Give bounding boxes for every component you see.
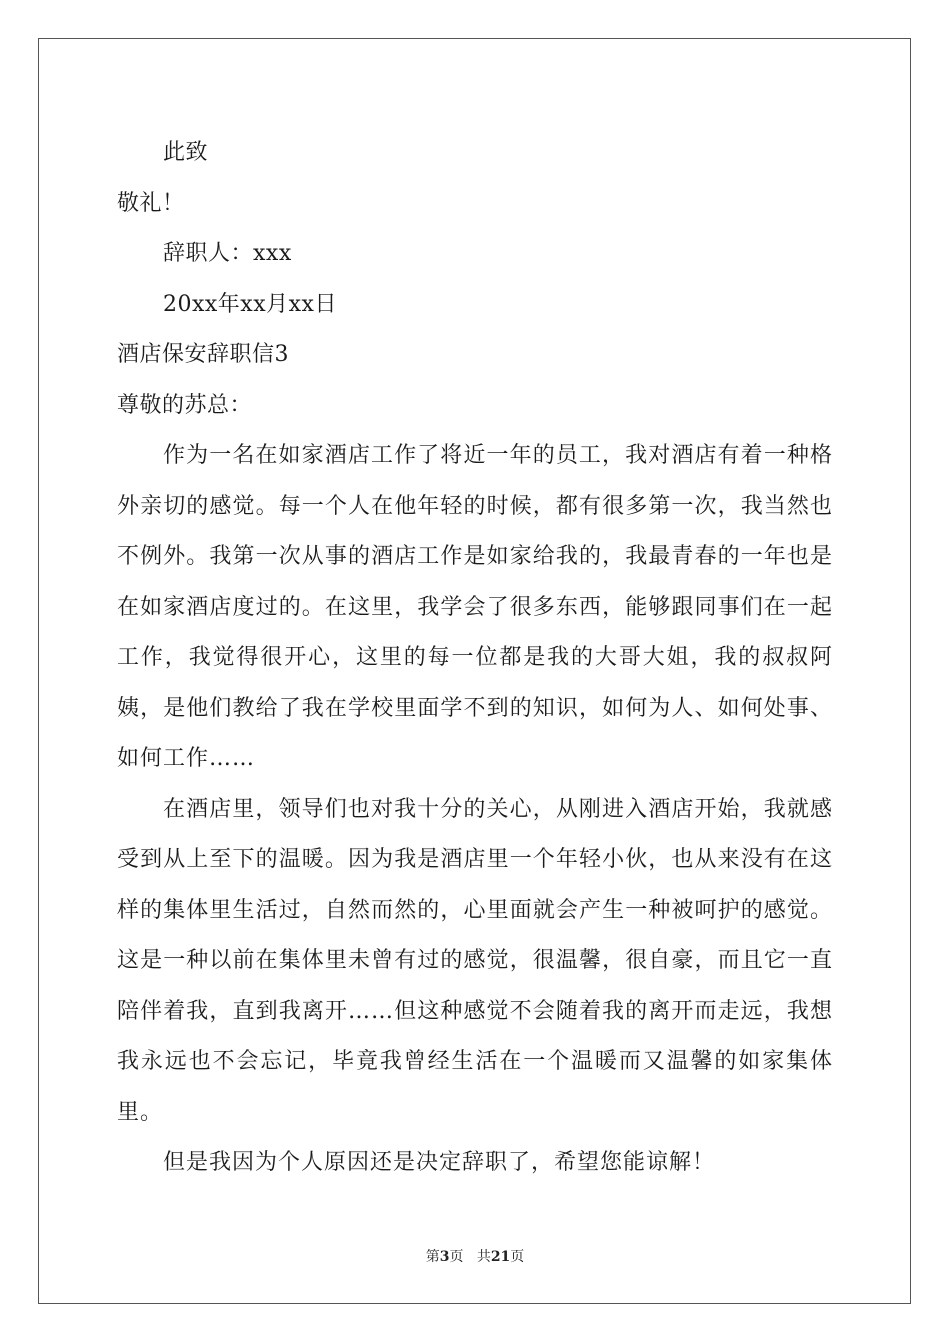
closing-salutation: 此致 [163,140,209,165]
body-paragraph: 但是我因为个人原因还是决定辞职了，希望您能谅解！ [163,1150,716,1175]
footer-page-suffix: 页 [449,1249,464,1265]
body-paragraph: 作为一名在如家酒店工作了将近一年的员工，我对酒店有着一种格外亲切的感觉。每一个人在他年轻的时候，都有很多第一次，我当然也不例外。我第一次从事的酒店工作是如家给我的，我最青春的一年也是在如家酒店度过的。在这里，我学会了很多东西，能够跟同事们在一起工作，我觉得很开心，这里的每一位都是我的大哥大姐，我的叔叔阿姨，是他们教给了我在学校里面学不到的知识，如何为人、如何处事、如何工作…… [117,443,833,771]
footer-total-prefix: 共 [476,1249,491,1265]
date-line: 20xx年xx月xx日 [163,291,337,317]
closing-regards: 敬礼！ [117,190,185,216]
letter-greeting: 尊敬的苏总： [117,392,253,418]
footer-page-prefix: 第 [425,1249,440,1265]
footer-page-number: 3 [439,1249,450,1265]
page-footer [0,1246,950,1266]
footer-total-suffix: 页 [510,1249,525,1265]
signer-line: 辞职人：xxx [163,241,292,266]
letter-title: 酒店保安辞职信3 [117,342,289,367]
body-paragraph: 在酒店里，领导们也对我十分的关心，从刚进入酒店开始，我就感受到从上至下的温暖。因为我是酒店里一个年轻小伙，也从来没有在这样的集体里生活过，自然而然的，心里面就会产生一种被呵护的感觉。这是一种以前在集体里未曾有过的感觉，很温馨，很自豪，而且它一直陪伴着我，直到我离开……但这种感觉不会随着我的离开而走远，我想我永远也不会忘记，毕竟我曾经生活在一个温暖而又温馨的如家集体里。 [117,796,833,1125]
document-body [117,128,833,1189]
footer-total-pages: 21 [490,1249,511,1265]
